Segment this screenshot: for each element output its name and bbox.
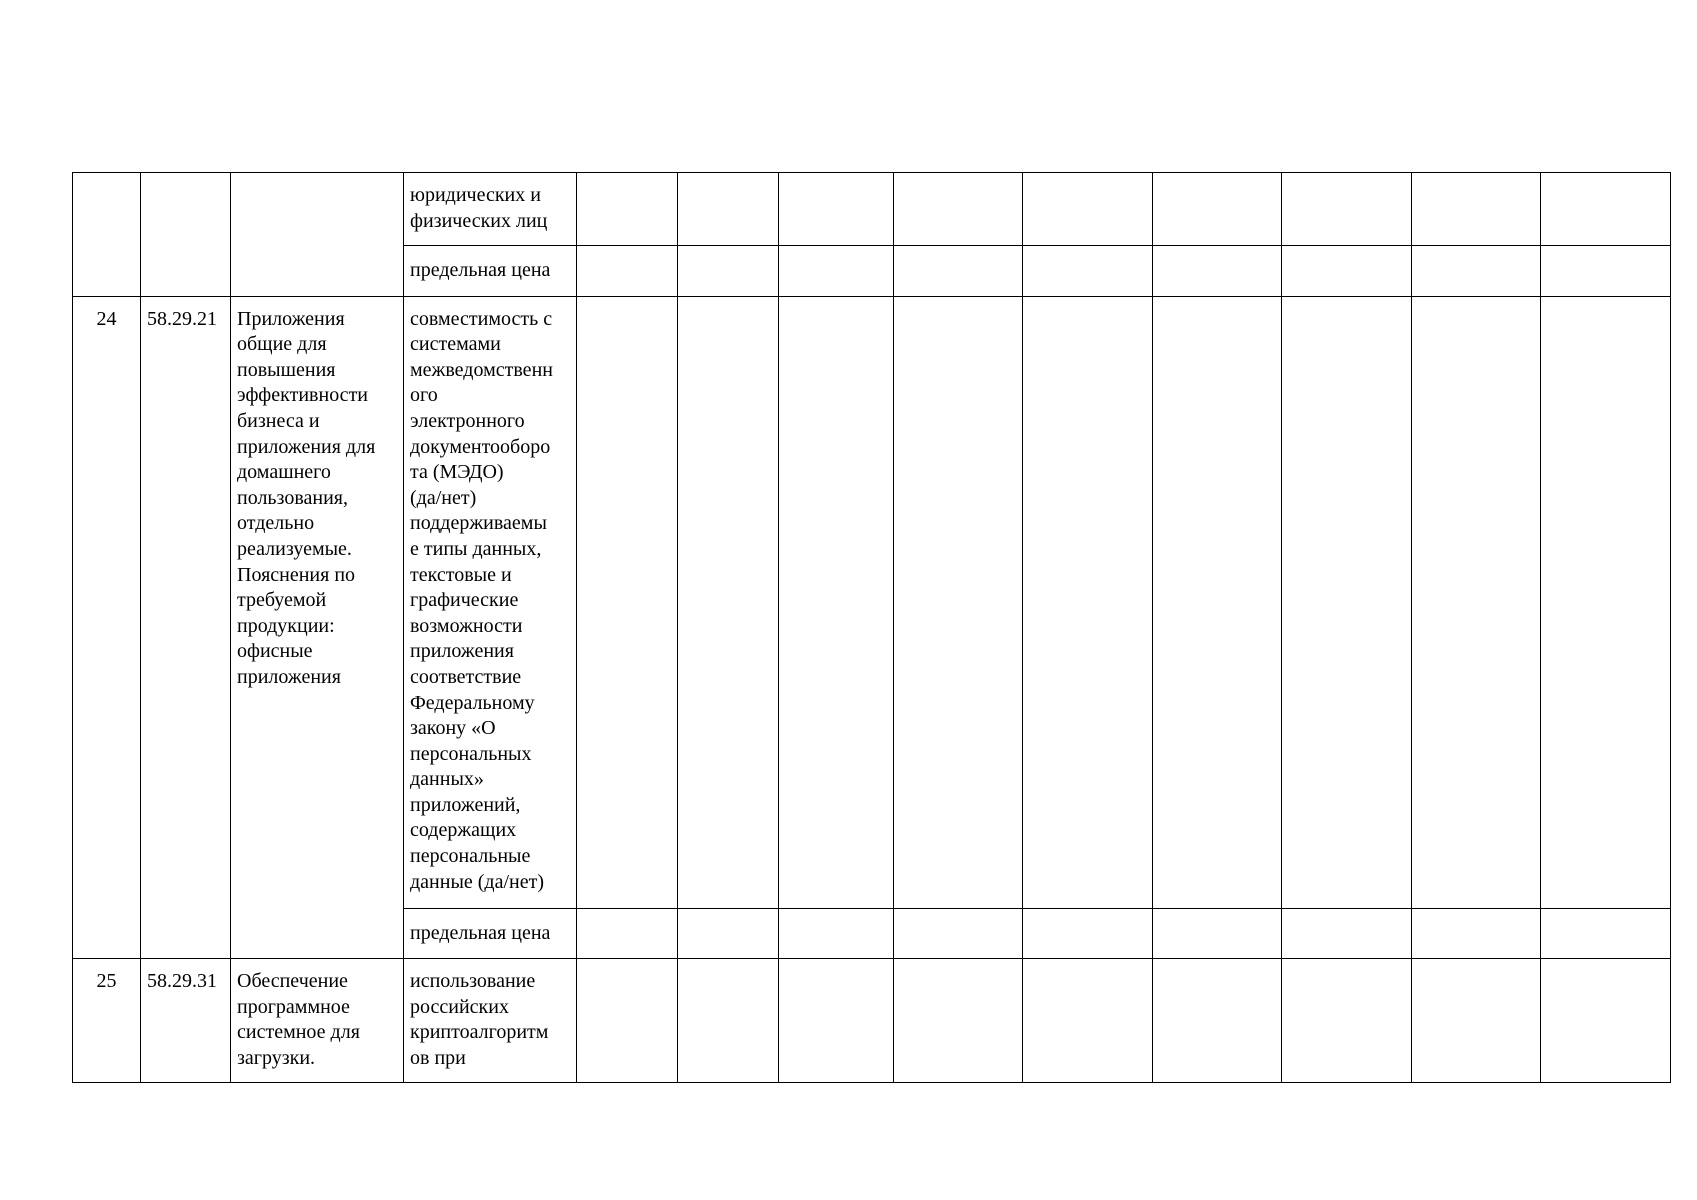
table-cell xyxy=(1412,959,1541,1083)
table-cell xyxy=(1023,173,1153,246)
table-cell-attribute: совместимость с системами межведомственн ого электронного документооборо та (МЭДО) (да/нет) поддерживаемы е типы данных, текстовые и графические возможности приложения соответствие Федеральному закону «О персональных данных» приложений, содержащих персональные данные (да/нет) xyxy=(404,296,577,908)
table-cell xyxy=(678,296,779,908)
table-cell xyxy=(779,246,894,297)
table-cell-name: Обеспечение программное системное для загрузки. xyxy=(231,959,404,1083)
table-cell xyxy=(1282,296,1412,908)
table-cell xyxy=(577,246,678,297)
table-cell xyxy=(1023,296,1153,908)
table-cell-num: 24 xyxy=(73,296,141,959)
table-cell xyxy=(1282,908,1412,959)
table-cell-num: 25 xyxy=(73,959,141,1083)
table-cell xyxy=(1541,908,1671,959)
table-cell xyxy=(779,959,894,1083)
table-cell xyxy=(1541,959,1671,1083)
table-cell xyxy=(1023,959,1153,1083)
table-row xyxy=(73,173,1671,246)
table-cell xyxy=(1412,173,1541,246)
table-cell-name: Приложения общие для повышения эффективности бизнеса и приложения для домашнего пользования, отдельно реализуемые. Пояснения по требуемой продукции: офисные приложения xyxy=(231,296,404,959)
table-cell xyxy=(1412,908,1541,959)
table-row xyxy=(73,959,1671,1083)
table-cell xyxy=(678,959,779,1083)
table-cell xyxy=(1282,173,1412,246)
table-cell xyxy=(894,296,1023,908)
table-cell xyxy=(678,246,779,297)
table-cell xyxy=(894,908,1023,959)
table-cell xyxy=(1153,959,1282,1083)
table-cell xyxy=(1153,296,1282,908)
table-row xyxy=(73,296,1671,908)
table-cell xyxy=(577,173,678,246)
table-cell xyxy=(577,959,678,1083)
table-cell xyxy=(779,173,894,246)
table-cell xyxy=(577,908,678,959)
table-cell xyxy=(894,173,1023,246)
table-cell xyxy=(894,246,1023,297)
table-cell-code: 58.29.21 xyxy=(141,296,231,959)
table-cell xyxy=(779,296,894,908)
table-cell xyxy=(1282,959,1412,1083)
table-cell xyxy=(1153,246,1282,297)
table-cell xyxy=(1541,246,1671,297)
table-cell xyxy=(678,908,779,959)
table-cell xyxy=(577,296,678,908)
table-cell xyxy=(1541,173,1671,246)
table-cell xyxy=(678,173,779,246)
table-cell xyxy=(1023,908,1153,959)
table-cell xyxy=(894,959,1023,1083)
table-cell-num xyxy=(73,173,141,297)
table-cell-code xyxy=(141,173,231,297)
table-cell-limit: предельная цена xyxy=(404,246,577,297)
table-cell xyxy=(1541,296,1671,908)
table-cell xyxy=(1153,908,1282,959)
table-cell xyxy=(1153,173,1282,246)
table-cell-code: 58.29.31 xyxy=(141,959,231,1083)
table-cell-name xyxy=(231,173,404,297)
table-cell-attribute: использование российских криптоалгоритм ов при xyxy=(404,959,577,1083)
table-cell xyxy=(1023,246,1153,297)
table-cell xyxy=(1282,246,1412,297)
table-cell-limit: предельная цена xyxy=(404,908,577,959)
document-table xyxy=(72,172,1671,1083)
table-cell xyxy=(1412,246,1541,297)
table-cell xyxy=(779,908,894,959)
table-cell xyxy=(1412,296,1541,908)
table-cell-attribute: юридических и физических лиц xyxy=(404,173,577,246)
